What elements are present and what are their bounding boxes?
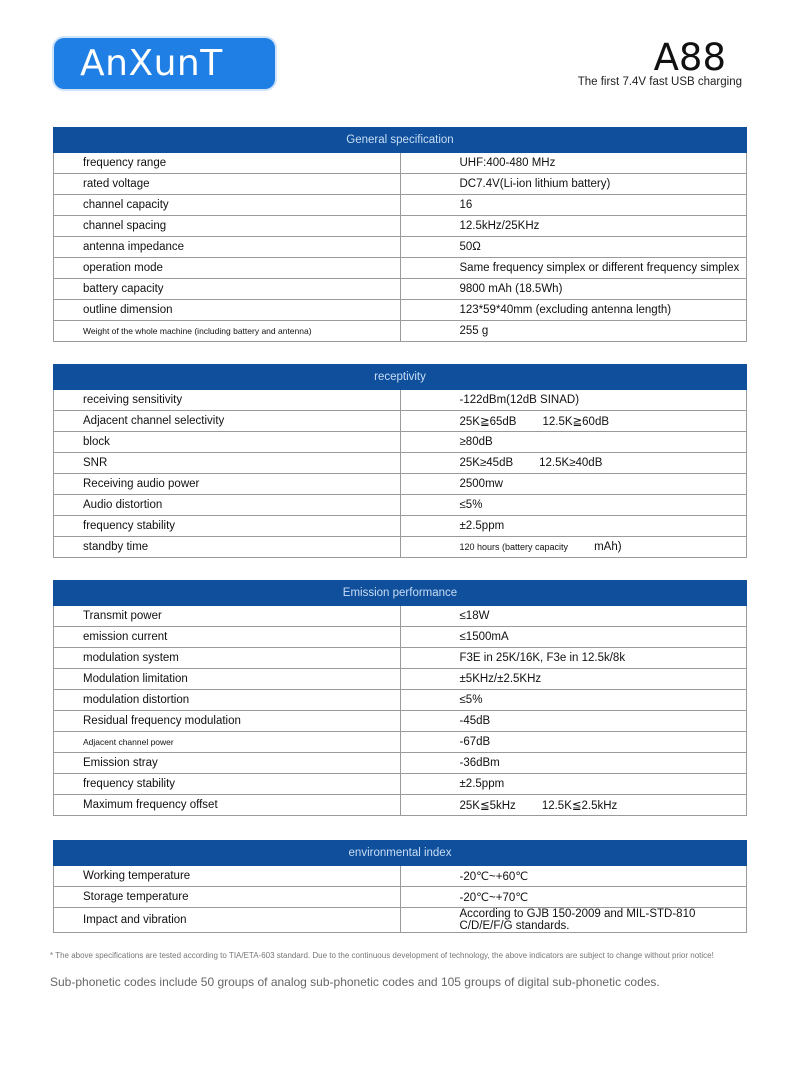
table-row	[54, 669, 747, 690]
receptivity-table	[53, 364, 747, 558]
table-row	[54, 495, 747, 516]
row-value: According to GJB 150-2009 and MIL-STD-810 C/D/E/F/G standards.	[400, 908, 747, 933]
table-row	[54, 390, 747, 411]
standby-unit: mAh)	[594, 541, 622, 553]
row-value: DC7.4V(Li-ion lithium battery)	[400, 174, 747, 195]
table-row	[54, 195, 747, 216]
table-row	[54, 300, 747, 321]
table-row	[54, 321, 747, 342]
table-row	[54, 732, 747, 753]
row-value	[400, 411, 747, 432]
row-label: block	[54, 432, 401, 453]
table-row	[54, 453, 747, 474]
value-25k: 25K≦5kHz	[459, 800, 516, 812]
row-value: ±2.5ppm	[400, 774, 747, 795]
row-label: Residual frequency modulation	[54, 711, 401, 732]
section-title: General specification	[54, 128, 747, 153]
row-label: Adjacent channel selectivity	[54, 411, 401, 432]
row-label: Receiving audio power	[54, 474, 401, 495]
value-25k: 25K≥45dB	[459, 457, 514, 469]
standby-value: 120 hours (battery capacity	[459, 542, 569, 552]
row-label: SNR	[54, 453, 401, 474]
table-row	[54, 516, 747, 537]
row-label: frequency range	[54, 153, 401, 174]
table-row	[54, 627, 747, 648]
table-row	[54, 279, 747, 300]
table-row	[54, 866, 747, 887]
row-value: 2500mw	[400, 474, 747, 495]
row-value: ≤5%	[400, 495, 747, 516]
row-label: frequency stability	[54, 516, 401, 537]
sub-phonetic-note: Sub-phonetic codes include 50 groups of analog sub-phonetic codes and 105 groups of digital sub-phonetic codes.	[50, 975, 660, 989]
row-label: Audio distortion	[54, 495, 401, 516]
table-row	[54, 753, 747, 774]
row-value	[400, 795, 747, 816]
table-row	[54, 795, 747, 816]
table-row	[54, 774, 747, 795]
table-row	[54, 606, 747, 627]
tagline: The first 7.4V fast USB charging	[577, 76, 742, 88]
row-value: UHF:400-480 MHz	[400, 153, 747, 174]
table-row	[54, 432, 747, 453]
brand-name: AnXunT	[80, 43, 223, 84]
row-value: ±5KHz/±2.5KHz	[400, 669, 747, 690]
row-label: battery capacity	[54, 279, 401, 300]
row-label: Weight of the whole machine (including battery and antenna)	[54, 321, 401, 342]
footnote: * The above specifications are tested according to TIA/ETA-603 standard. Due to the continuous development of technology, the above indicators are subject to change without prior notice!	[50, 951, 714, 960]
row-value: -20℃~+60℃	[400, 866, 747, 887]
row-value: -67dB	[400, 732, 747, 753]
section-title: environmental index	[54, 841, 747, 866]
row-value: -122dBm(12dB SINAD)	[400, 390, 747, 411]
row-label: modulation system	[54, 648, 401, 669]
value-12k: 12.5K≧60dB	[542, 416, 610, 428]
row-value: 9800 mAh (18.5Wh)	[400, 279, 747, 300]
row-label: receiving sensitivity	[54, 390, 401, 411]
row-label: antenna impedance	[54, 237, 401, 258]
value-25k: 25K≧65dB	[459, 416, 517, 428]
table-row	[54, 411, 747, 432]
row-label: standby time	[54, 537, 401, 558]
row-value: ≤5%	[400, 690, 747, 711]
row-label: Emission stray	[54, 753, 401, 774]
row-value: ≤18W	[400, 606, 747, 627]
row-label: Adjacent channel power	[54, 732, 401, 753]
row-value: 123*59*40mm (excluding antenna length)	[400, 300, 747, 321]
row-label: frequency stability	[54, 774, 401, 795]
row-label: emission current	[54, 627, 401, 648]
row-value: ≤1500mA	[400, 627, 747, 648]
row-value: -20℃~+70℃	[400, 887, 747, 908]
row-label: Modulation limitation	[54, 669, 401, 690]
row-value	[400, 537, 747, 558]
model-name: A88	[653, 36, 726, 79]
brand-logo	[54, 38, 275, 89]
environmental-table	[53, 840, 747, 933]
table-row	[54, 648, 747, 669]
row-label: channel capacity	[54, 195, 401, 216]
table-row	[54, 887, 747, 908]
row-value: -45dB	[400, 711, 747, 732]
table-row	[54, 908, 747, 933]
row-value: F3E in 25K/16K, F3e in 12.5k/8k	[400, 648, 747, 669]
row-value: 255 g	[400, 321, 747, 342]
row-label: rated voltage	[54, 174, 401, 195]
row-label: operation mode	[54, 258, 401, 279]
row-value: 16	[400, 195, 747, 216]
table-row	[54, 216, 747, 237]
row-label: Storage temperature	[54, 887, 401, 908]
table-row	[54, 711, 747, 732]
table-row	[54, 690, 747, 711]
row-value	[400, 453, 747, 474]
table-row	[54, 258, 747, 279]
row-value: ≥80dB	[400, 432, 747, 453]
row-value: -36dBm	[400, 753, 747, 774]
value-12k: 12.5K≥40dB	[539, 457, 603, 469]
table-row	[54, 153, 747, 174]
general-spec-table	[53, 127, 747, 342]
row-label: channel spacing	[54, 216, 401, 237]
emission-table	[53, 580, 747, 816]
row-label: Maximum frequency offset	[54, 795, 401, 816]
row-label: Impact and vibration	[54, 908, 401, 933]
row-value: Same frequency simplex or different frequency simplex	[400, 258, 747, 279]
table-row	[54, 537, 747, 558]
table-row	[54, 174, 747, 195]
section-title: receptivity	[54, 365, 747, 390]
row-value: ±2.5ppm	[400, 516, 747, 537]
table-row	[54, 237, 747, 258]
row-value: 50Ω	[400, 237, 747, 258]
row-label: modulation distortion	[54, 690, 401, 711]
value-12k: 12.5K≦2.5kHz	[541, 800, 618, 812]
row-label: Transmit power	[54, 606, 401, 627]
row-label: Working temperature	[54, 866, 401, 887]
row-label: outline dimension	[54, 300, 401, 321]
table-row	[54, 474, 747, 495]
row-value: 12.5kHz/25KHz	[400, 216, 747, 237]
section-title: Emission performance	[54, 581, 747, 606]
